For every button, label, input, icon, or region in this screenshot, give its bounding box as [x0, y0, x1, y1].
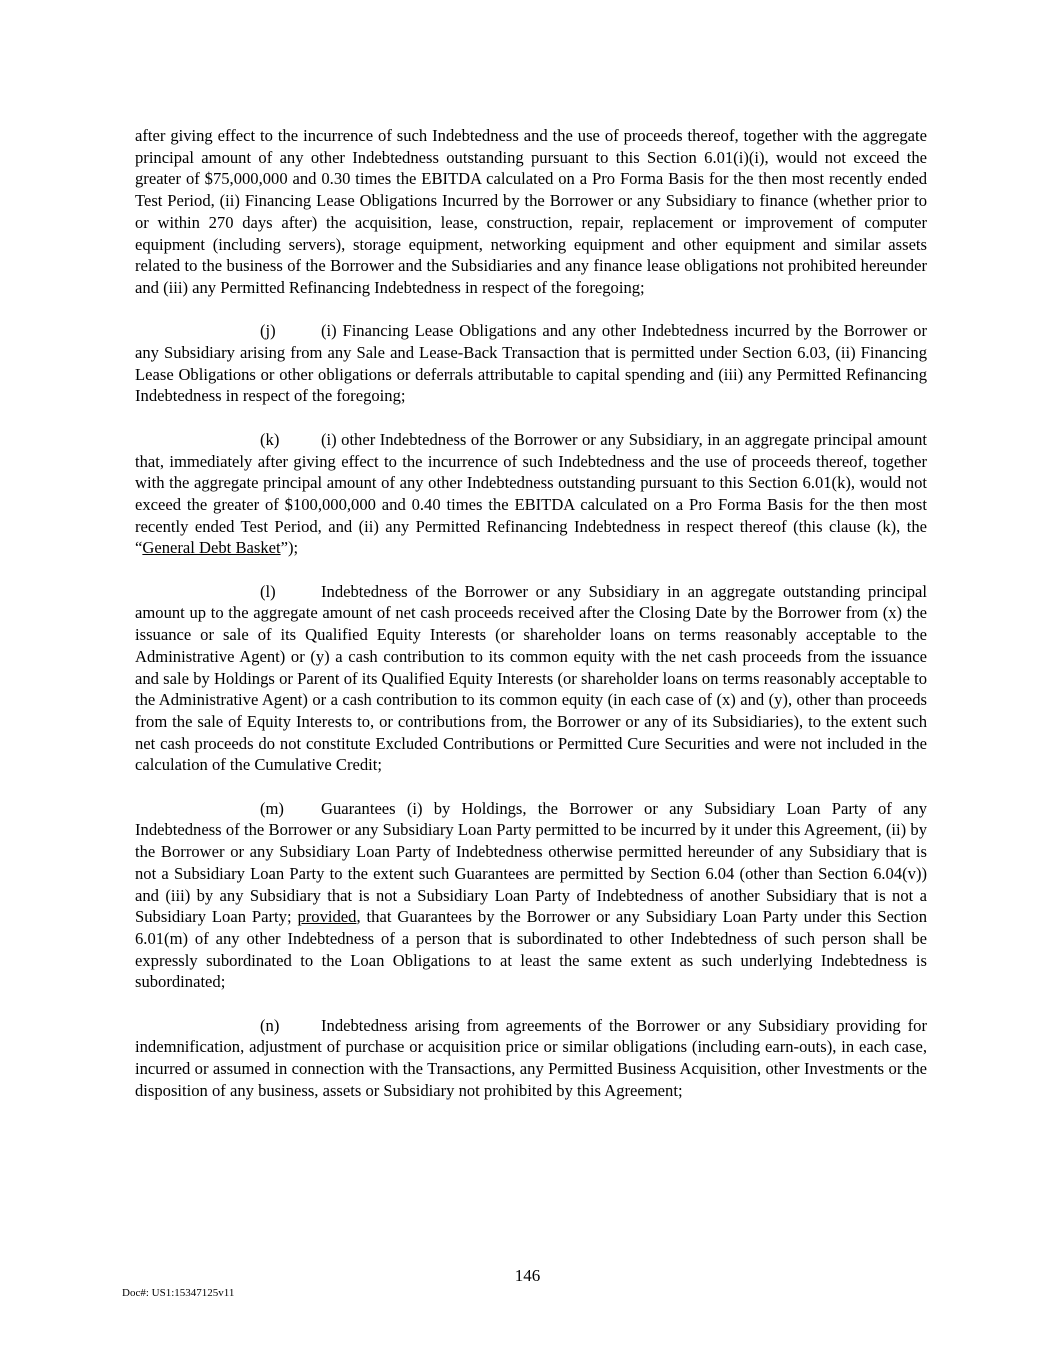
- clause-m-proviso: provided: [297, 907, 357, 927]
- clause-l-text: Indebtedness of the Borrower or any Subsidiary in an aggregate outstanding principal amount up to the aggregate amount of net cash proceeds received after the Closing Date by the Borrower from (x) the issuance or sale of its Qualified Equity Interests (or shareholder loans on terms reasonably acceptable to the Administrative Agent) or (y) a cash contribution to its common equity with the net cash proceeds from the issuance and sale by Holdings or Parent of its Qualified Equity Interests (or shareholder loans on terms reasonably acceptable to the Administrative Agent) or a cash contribution to its common equity (in each case of (x) and (y), other than proceeds from the sale of Equity Interests to, or contributions from, the Borrower or any of its Subsidiaries), to the extent such net cash proceeds do not constitute Excluded Contributions or Permitted Cure Securities and were not included in the calculation of the Cumulative Credit;: [135, 581, 927, 775]
- clause-k-defined-term: General Debt Basket: [142, 538, 281, 558]
- document-id: Doc#: US1:15347125v11: [122, 1287, 235, 1299]
- clause-k-text-end: ”);: [280, 538, 299, 558]
- continuation-paragraph: [135, 125, 927, 299]
- clause-l-paragraph: [135, 581, 927, 776]
- clause-k-label: (k): [260, 429, 280, 449]
- clause-j-text: (i) Financing Lease Obligations and any other Indebtedness incurred by the Borrower or any Subsidiary arising from any Sale and Lease-Back Transaction that is permitted under Section 6.03, (ii) Financing Lease Obligations or other obligations or deferrals attributable to capital spending and (iii) any Permitted Refinancing Indebtedness in respect of the foregoing;: [135, 321, 927, 406]
- clause-l-label: (l): [260, 581, 276, 601]
- clause-m-paragraph: [135, 798, 927, 993]
- clause-m-text: Guarantees (i) by Holdings, the Borrower or any Subsidiary Loan Party of any Indebtedness of the Borrower or any Subsidiary Loan Party permitted to be incurred by it under this Agreement, (ii) by the Borrower or any Subsidiary Loan Party of Indebtedness otherwise permitted hereunder of any Subsidiary that is not a Subsidiary Loan Party to the extent such Guarantees are permitted by Section 6.04 (other than Section 6.04(v)) and (iii) by any Subsidiary that is not a Subsidiary Loan Party of Indebtedness of another Subsidiary that is not a Subsidiary Loan Party;: [135, 798, 927, 927]
- clause-m-text-end: , that Guarantees by the Borrower or any Subsidiary Loan Party under this Section 6.01(m) of any other Indebtedness of a person that is subordinated to other Indebtedness of such person shall be expressly subordinated to the Loan Obligations to at least the same extent as such underlying Indebtedness is subordinated;: [135, 907, 927, 992]
- clause-m-label: (m): [260, 798, 284, 818]
- continuation-text: after giving effect to the incurrence of such Indebtedness and the use of proceeds thereof, together with the aggregate principal amount of any other Indebtedness outstanding pursuant to this Section 6.01(i)(i), would not exceed the greater of $75,000,000 and 0.30 times the EBITDA calculated on a Pro Forma Basis for the then most recently ended Test Period, (ii) Financing Lease Obligations Incurred by the Borrower or any Subsidiary to finance (whether prior to or within 270 days after) the acquisition, lease, construction, repair, replacement or improvement of computer equipment (including servers), storage equipment, networking equipment and other equipment and similar assets related to the business of the Borrower and the Subsidiaries and any finance lease obligations not prohibited hereunder and (iii) any Permitted Refinancing Indebtedness in respect of the foregoing;: [135, 126, 927, 297]
- clause-k-paragraph: [135, 429, 927, 559]
- page-number: 146: [514, 1266, 541, 1285]
- clause-j-paragraph: [135, 320, 927, 407]
- clause-j-label: (j): [260, 321, 276, 341]
- clause-n-text: Indebtedness arising from agreements of the Borrower or any Subsidiary providing for indemnification, adjustment of purchase or acquisition price or similar obligations (including earn-outs), in each case, incurred or assumed in connection with the Transactions, any Permitted Business Acquisition, other Investments or the disposition of any business, assets or Subsidiary not prohibited by this Agreement;: [135, 1015, 927, 1100]
- clause-n-label: (n): [260, 1015, 280, 1035]
- clause-n-paragraph: [135, 1015, 927, 1102]
- document-body: [135, 125, 927, 1123]
- clause-k-text: (i) other Indebtedness of the Borrower or any Subsidiary, in an aggregate principal amount that, immediately after giving effect to the incurrence of such Indebtedness and the use of proceeds thereof, together with the aggregate principal amount of any other Indebtedness outstanding pursuant to this Section 6.01(k), would not exceed the greater of $100,000,000 and 0.40 times the EBITDA calculated on a Pro Forma Basis for the then most recently ended Test Period, and (ii) any Permitted Refinancing Indebtedness in respect thereof (this clause (k), the “: [135, 429, 927, 558]
